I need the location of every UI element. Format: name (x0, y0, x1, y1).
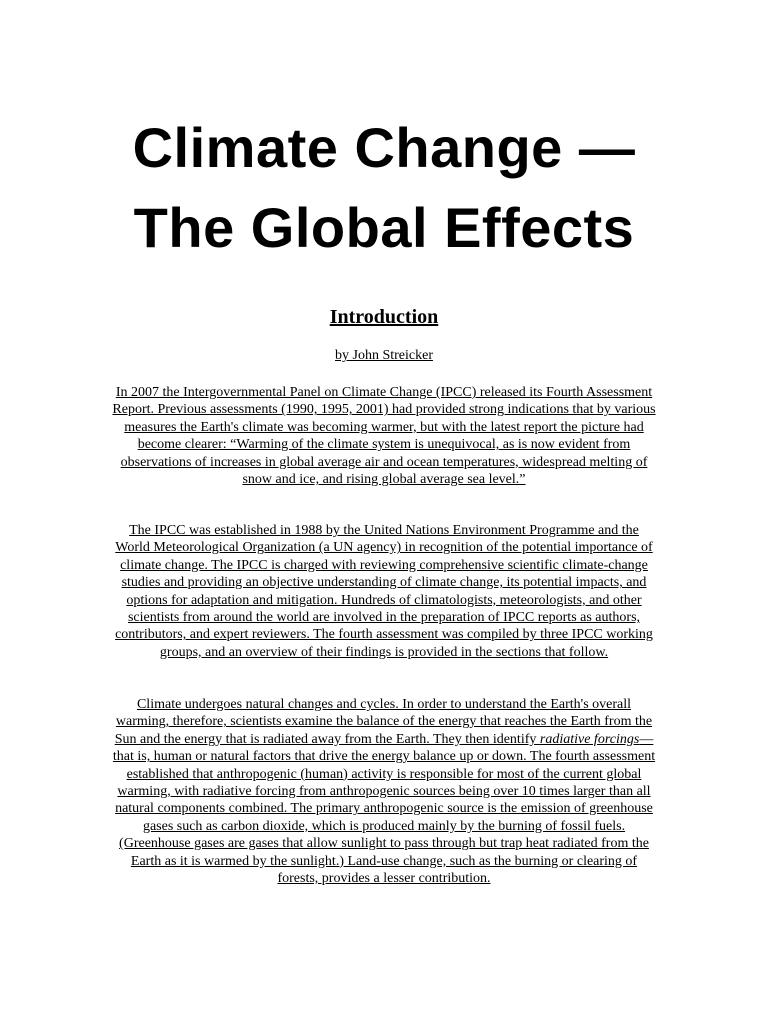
byline: by John Streicker (335, 348, 433, 363)
paragraph-1: In 2007 the Intergovernmental Panel on Climate Change (IPCC) released its Fourth Assessment Report. Previous assessments (1990, 1995, 2001) had provided strong indications that by various measures the Earth's climate was becoming warmer, but with the latest report the picture had become clearer: “Warming of the climate system is unequivocal, as is now evident from observations of increases in global average air and ocean temperatures, widespread melting of snow and ice, and rising global average sea level.” (112, 385, 656, 488)
title-line-1: Climate Change — (132, 116, 636, 179)
paragraph-3-part-2: —that is, human or natural factors that drive the energy balance up or down. The fourth assessment established that anthropogenic (human) activity is responsible for most of the current global warming, with radiative forcing from anthropogenic sources being over 10 times larger than all natural components combined. The primary anthropogenic source is the emission of greenhouse gases such as carbon dioxide, which is produced mainly by the burning of fossil fuels. (Greenhouse gases are gases that allow sunlight to pass through but trap heat radiated from the Earth as it is warmed by the sunlight.) Land-use change, such as the burning or clearing of forests, provides a lesser contribution. (112, 731, 656, 887)
section-heading: Introduction (329, 306, 439, 328)
document-title (0, 108, 768, 268)
paragraph-3-part-1: Climate undergoes natural changes and cycles. In order to understand the Earth's overall warming, therefore, scientists examine the balance of the energy that reaches the Earth from the Sun and the energy that is radiated away from the Earth. They then identify (114, 697, 653, 747)
paragraph-3-italic-term: radiative forcings (539, 731, 640, 747)
paragraph-3 (112, 696, 656, 887)
title-line-2: The Global Effects (133, 196, 635, 259)
paragraph-2: The IPCC was established in 1988 by the United Nations Environment Programme and the World Meteorological Organization (a UN agency) in recognition of the potential importance of climate change. The IPCC is charged with reviewing comprehensive scientific climate-change studies and providing an objective understanding of climate change, its potential impacts, and options for adaptation and mitigation. Hundreds of climatologists, meteorologists, and other scientists from around the world are involved in the preparation of IPCC reports as authors, contributors, and expert reviewers. The fourth assessment was compiled by three IPCC working groups, and an overview of their findings is provided in the sections that follow. (115, 523, 653, 660)
